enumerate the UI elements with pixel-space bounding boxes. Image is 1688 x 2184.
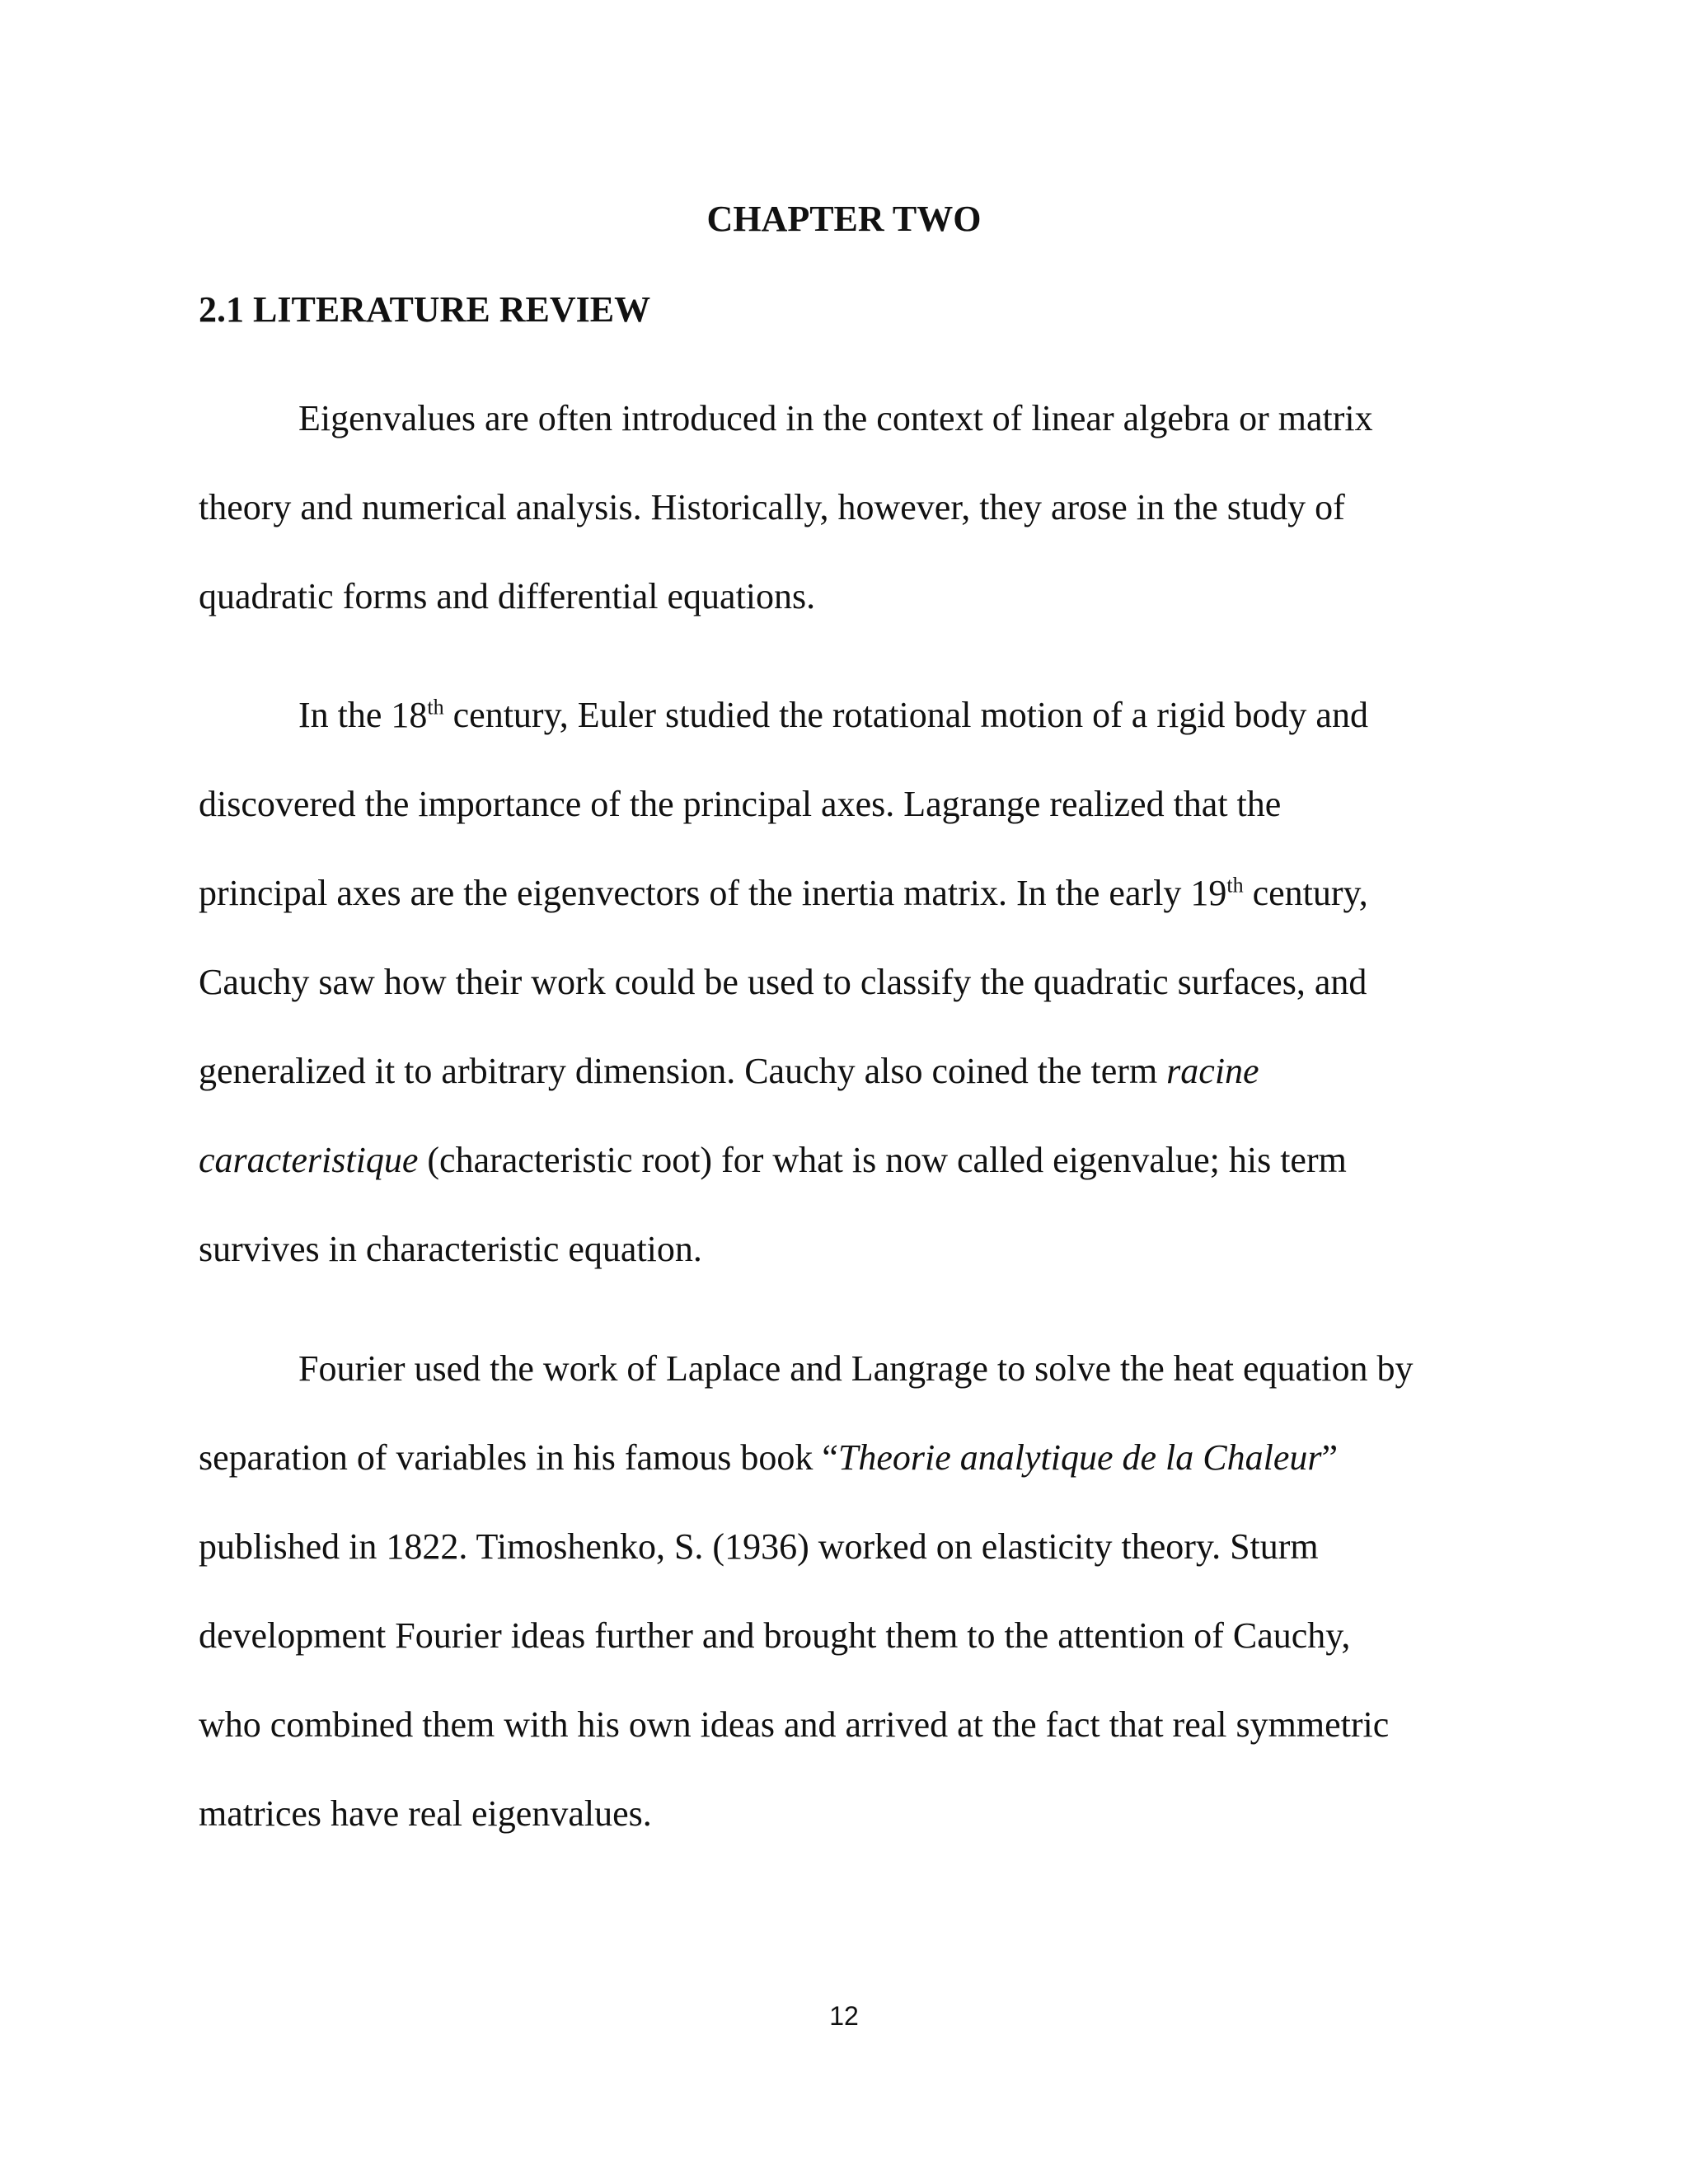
paragraph-1	[199, 374, 1517, 641]
text-run: (characteristic root) for what is now called eigenvalue; his term	[418, 1140, 1347, 1180]
paragraph-line: theory and numerical analysis. Historically, however, they arose in the study of	[199, 487, 1345, 527]
superscript: th	[1226, 873, 1244, 898]
paragraph-line: quadratic forms and differential equations.	[199, 576, 816, 616]
paragraph-line: development Fourier ideas further and brought them to the attention of Cauchy,	[199, 1615, 1351, 1656]
paragraph-line: published in 1822. Timoshenko, S. (1936) worked on elasticity theory. Sturm	[199, 1526, 1319, 1567]
text-run: principal axes are the eigenvectors of the inertia matrix. In the early 19	[199, 873, 1227, 913]
paragraph-line	[199, 671, 1517, 760]
paragraph-2	[199, 671, 1517, 1294]
text-run: separation of variables in his famous book “	[199, 1437, 838, 1478]
paragraph-line: Cauchy saw how their work could be used to classify the quadratic surfaces, and	[199, 962, 1367, 1002]
paragraph-line: Eigenvalues are often introduced in the context of linear algebra or matrix	[298, 398, 1373, 438]
section-heading	[199, 285, 650, 335]
paragraph-line	[199, 1413, 1517, 1502]
text-run: generalized it to arbitrary dimension. Cauchy also coined the term	[199, 1051, 1167, 1091]
page-number: 12	[829, 2001, 859, 2031]
text-run: ”	[1321, 1437, 1339, 1478]
paragraph-3	[199, 1324, 1517, 1858]
paragraph-line: who combined them with his own ideas and arrived at the fact that real symmetric	[199, 1704, 1390, 1745]
paragraph-line	[199, 1027, 1517, 1116]
paragraph-line	[199, 849, 1517, 938]
superscript: th	[427, 695, 444, 719]
chapter-title: CHAPTER TWO	[706, 199, 982, 239]
text-run: In the 18	[298, 695, 428, 735]
text-run: century, Euler studied the rotational motion of a rigid body and	[443, 695, 1368, 735]
paragraph-line: survives in characteristic equation.	[199, 1229, 702, 1269]
italic-term: racine	[1166, 1051, 1259, 1091]
text-run: century,	[1243, 873, 1368, 913]
paragraph-line: matrices have real eigenvalues.	[199, 1793, 652, 1834]
italic-book-title: Theorie analytique de la Chaleur	[837, 1437, 1322, 1478]
paragraph-line: discovered the importance of the principal axes. Lagrange realized that the	[199, 784, 1282, 824]
section-number: 2.1	[199, 289, 244, 330]
paragraph-line	[199, 1116, 1517, 1205]
italic-term: caracteristique	[199, 1140, 419, 1180]
section-title: LITERATURE REVIEW	[253, 289, 651, 330]
paragraph-line: Fourier used the work of Laplace and Langrage to solve the heat equation by	[298, 1348, 1414, 1389]
